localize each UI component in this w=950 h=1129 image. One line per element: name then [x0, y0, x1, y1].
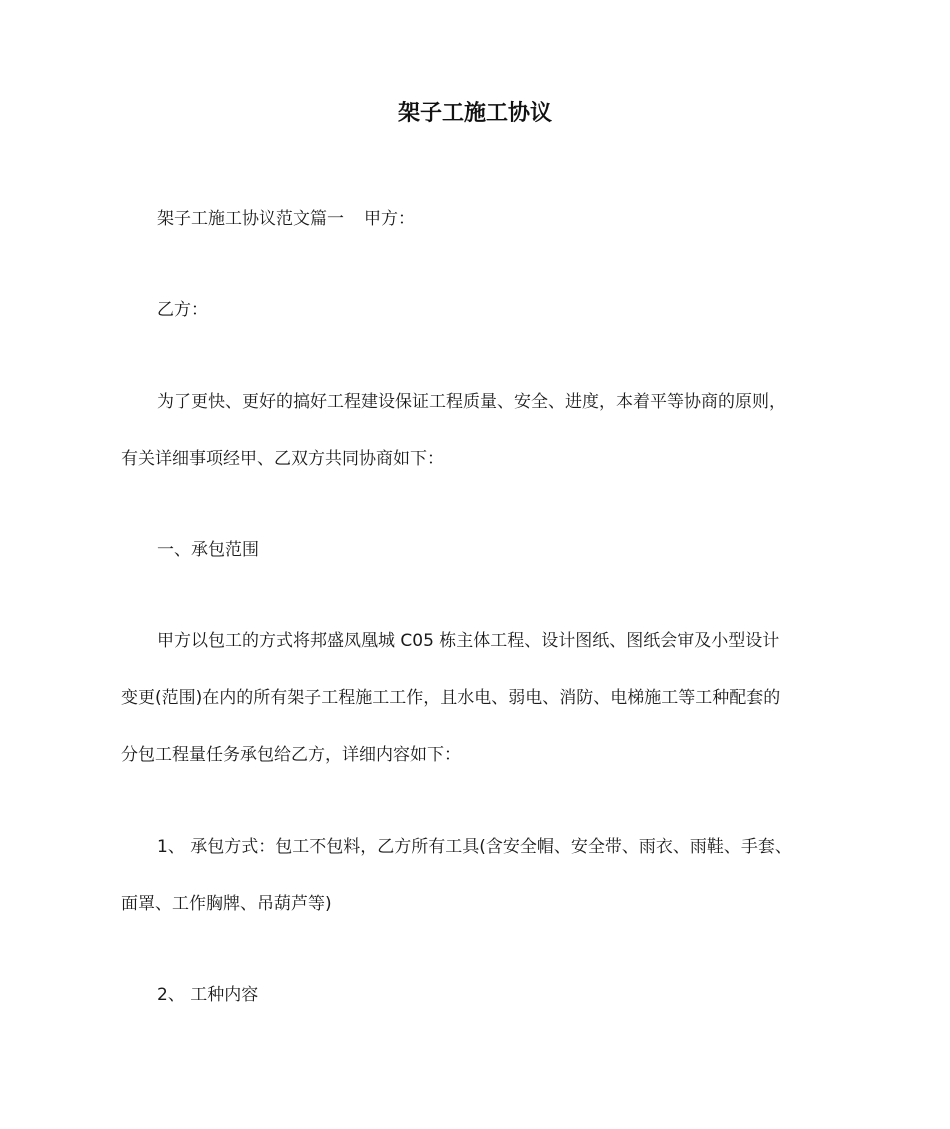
scope-paragraph-line-2: 变更(范围)在内的所有架子工程施工工作，且水电、弱电、消防、电梯施工等工种配套的	[121, 688, 781, 708]
heading-line	[157, 205, 415, 233]
party-b-label: 乙方：	[157, 300, 208, 320]
document-title: 架子工施工协议	[397, 101, 552, 126]
party-a-label: 甲方：	[364, 209, 415, 229]
heading-text: 架子工施工协议范文篇一	[157, 209, 344, 229]
intro-paragraph-line-1: 为了更快、更好的搞好工程建设保证工程质量、安全、进度，本着平等协商的原则，	[157, 392, 786, 412]
scope-paragraph-line-1: 甲方以包工的方式将邦盛凤凰城 C05 栋主体工程、设计图纸、图纸会审及小型设计	[157, 631, 780, 651]
scope-paragraph-line-3: 分包工程量任务承包给乙方，详细内容如下：	[121, 745, 461, 765]
intro-paragraph-line-2: 有关详细事项经甲、乙双方共同协商如下：	[121, 449, 444, 469]
item-1-line-2: 面罩、工作胸牌、吊葫芦等)	[121, 894, 332, 914]
item-1-line-1: 1、 承包方式：包工不包料，乙方所有工具(含安全帽、安全带、雨衣、雨鞋、手套、	[157, 837, 792, 857]
section-heading-scope: 一、承包范围	[157, 540, 259, 560]
item-2-line: 2、 工种内容	[157, 985, 259, 1005]
